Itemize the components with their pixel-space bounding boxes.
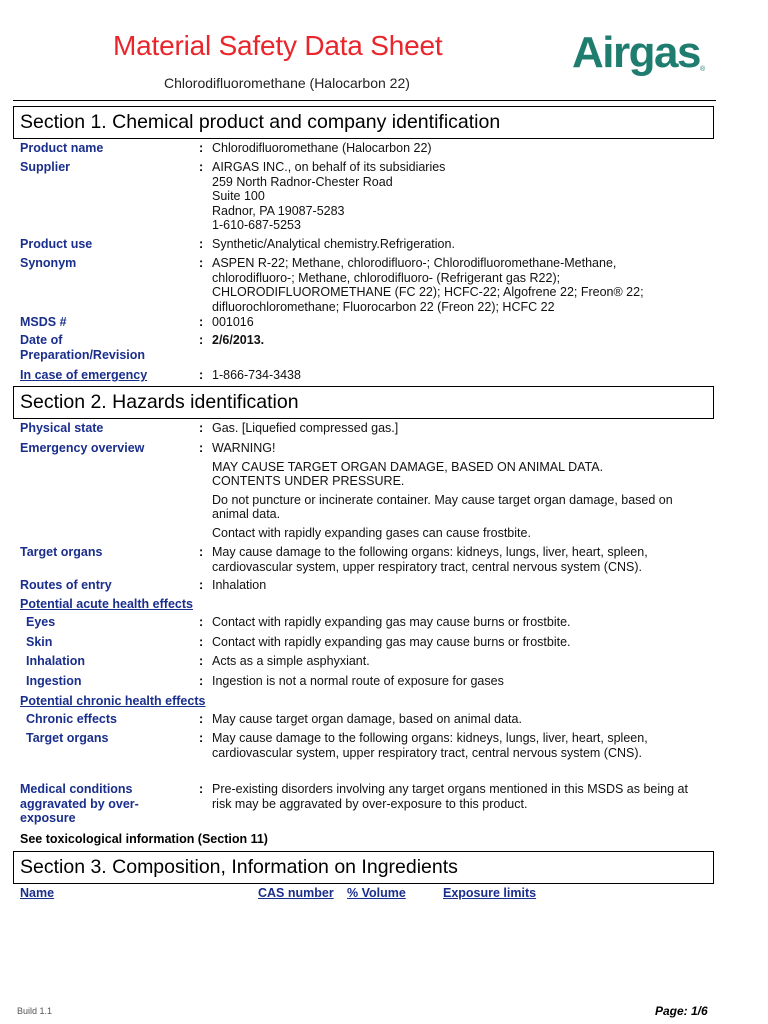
value-supplier: AIRGAS INC., on behalf of its subsidiaries 259 North Radnor-Chester Road Suite 100 Radnor, PA 19087-5283 1-610-687-5253	[212, 160, 446, 232]
document-title: Material Safety Data Sheet	[113, 30, 443, 61]
link-potential-chronic-health-effects[interactable]: Potential chronic health effects	[20, 694, 206, 708]
value-product-name: Chlorodifluoromethane (Halocarbon 22)	[212, 141, 432, 155]
label-eyes: Eyes	[26, 615, 56, 629]
label-medical-conditions: Medical conditions aggravated by over- exposure	[20, 782, 139, 825]
label-target-organs: Target organs	[20, 545, 103, 559]
section-1-heading: Section 1. Chemical product and company identification	[13, 106, 714, 139]
label-chronic-target-organs: Target organs	[26, 731, 109, 745]
label-supplier: Supplier	[20, 160, 71, 174]
toxicological-note: See toxicological information (Section 11)	[20, 832, 268, 846]
header-divider	[13, 100, 716, 101]
value-routes-of-entry: Inhalation	[212, 578, 267, 592]
column-header-name[interactable]: Name	[20, 886, 55, 900]
column-header-exposure-limits[interactable]: Exposure limits	[443, 886, 537, 900]
label-product-name: Product name	[20, 141, 104, 155]
value-date-of-revision: 2/6/2013.	[212, 333, 265, 347]
label-product-use: Product use	[20, 237, 93, 251]
label-inhalation: Inhalation	[26, 654, 86, 668]
value-skin: Contact with rapidly expanding gas may cause burns or frostbite.	[212, 635, 571, 649]
label-date-of-revision: Date of Preparation/Revision	[20, 333, 146, 362]
value-chronic-effects: May cause target organ damage, based on animal data.	[212, 712, 522, 726]
value-emergency-phone: 1-866-734-3438	[212, 368, 301, 382]
column-header-percent-volume[interactable]: % Volume	[347, 886, 406, 900]
label-routes-of-entry: Routes of entry	[20, 578, 112, 592]
label-msds-number: MSDS #	[20, 315, 67, 329]
value-msds-number: 001016	[212, 315, 254, 329]
value-medical-conditions: Pre-existing disorders involving any target organs mentioned in this MSDS as being at risk may be aggravated by over-exposure to this product.	[212, 782, 688, 811]
value-chronic-target-organs: May cause damage to the following organs: kidneys, lungs, liver, heart, spleen, cardiovascular system, upper respiratory tract, central nervous system (CNS).	[212, 731, 648, 760]
document-subtitle: Chlorodifluoromethane (Halocarbon 22)	[164, 75, 410, 91]
label-emergency-overview: Emergency overview	[20, 441, 145, 455]
value-emergency-overview: WARNING! MAY CAUSE TARGET ORGAN DAMAGE, BASED ON ANIMAL DATA. CONTENTS UNDER PRESSURE. Do not puncture or incinerate container. May cause target organ damage, based on animal data. Contact with rapidly expanding gases can cause frostbite.	[212, 441, 673, 540]
section-2-heading: Section 2. Hazards identification	[13, 386, 714, 419]
value-eyes: Contact with rapidly expanding gas may cause burns or frostbite.	[212, 615, 571, 629]
value-physical-state: Gas. [Liquefied compressed gas.]	[212, 421, 399, 435]
value-synonym: ASPEN R-22; Methane, chlorodifluoro-; Chlorodifluoromethane-Methane, chlorodifluoro-; Methane, chlorodifluoro- (Refrigerant gas R22); CHLORODIFLUOROMETHANE (FC 22); HCFC-22; Algofrene 22; Freon® 22; difluorochloromethane; Fluorocarbon 22 (Freon 22); HCFC 22	[212, 256, 644, 314]
value-product-use: Synthetic/Analytical chemistry.Refrigeration.	[212, 237, 455, 251]
link-in-case-of-emergency[interactable]: In case of emergency	[20, 368, 148, 382]
airgas-logo: Airgas	[572, 28, 700, 77]
value-target-organs: May cause damage to the following organs: kidneys, lungs, liver, heart, spleen, cardiovascular system, upper respiratory tract, central nervous system (CNS).	[212, 545, 648, 574]
label-ingestion: Ingestion	[26, 674, 82, 688]
label-skin: Skin	[26, 635, 53, 649]
build-label: Build 1.1	[17, 1006, 53, 1016]
logo-registered-mark: ®	[700, 66, 706, 73]
column-header-cas-number[interactable]: CAS number	[258, 886, 334, 900]
page-number: Page: 1/6	[655, 1004, 708, 1018]
value-inhalation: Acts as a simple asphyxiant.	[212, 654, 370, 668]
label-chronic-effects: Chronic effects	[26, 712, 117, 726]
link-potential-acute-health-effects[interactable]: Potential acute health effects	[20, 597, 193, 611]
section-3-heading: Section 3. Composition, Information on Ingredients	[13, 851, 714, 884]
value-ingestion: Ingestion is not a normal route of exposure for gases	[212, 674, 504, 688]
label-physical-state: Physical state	[20, 421, 104, 435]
label-synonym: Synonym	[20, 256, 77, 270]
